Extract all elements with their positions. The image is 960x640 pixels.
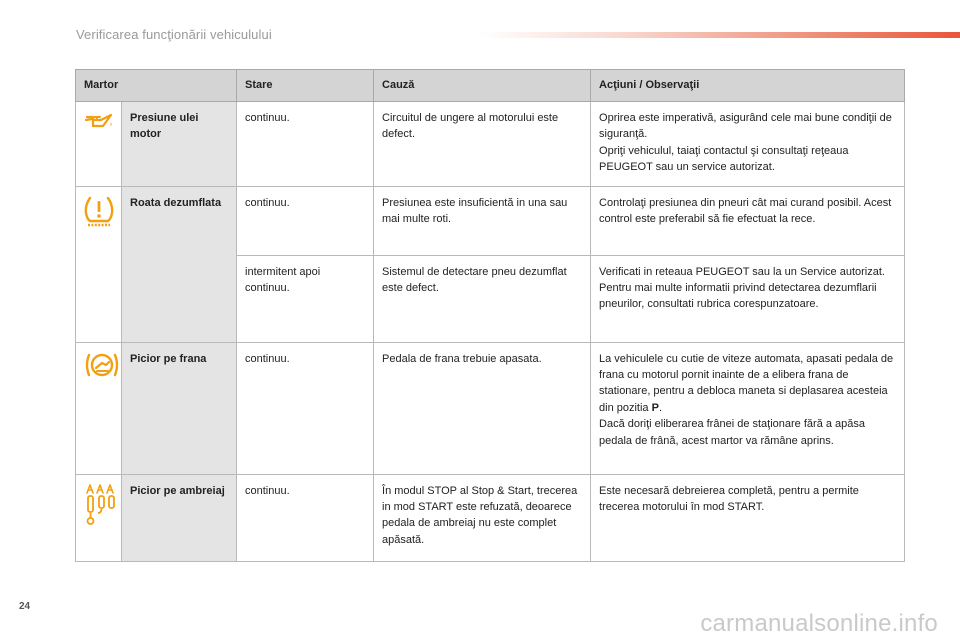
state-cell: continuu.: [237, 342, 374, 474]
foot-on-brake-icon: [84, 370, 120, 382]
icon-cell: [76, 474, 122, 561]
action-line: Verificati in reteaua PEUGEOT sau la un Service autorizat.: [599, 265, 885, 278]
oil-pressure-icon: [84, 123, 114, 135]
warning-name: Picior pe ambreiaj: [122, 474, 237, 561]
action-line: Pentru mai multe informatii privind detectarea dezumflarii pneurilor, consultati rubrica corespunzatoare.: [599, 282, 877, 311]
action-line: Oprirea este imperativă, asigurând cele mai bune condiţii de siguranţă.: [599, 112, 892, 141]
column-header-actiuni: Acţiuni / Observaţii: [591, 70, 905, 102]
warning-lights-table: [75, 69, 905, 562]
action-text: La vehiculele cu cutie de viteze automata, apasati pedala de frana cu motorul pornit inainte de a elibera frana de stationare, pentru a debloca maneta si deplasarea acesteia din pozitia: [599, 352, 894, 414]
column-header-martor: Martor: [76, 70, 237, 102]
action-text-end: .: [658, 401, 663, 414]
cause-cell: Sistemul de detectare pneu dezumflat este defect.: [374, 255, 591, 342]
state-cell: continuu.: [237, 474, 374, 561]
gear-position-p: P: [651, 401, 659, 414]
action-line: Opriţi vehiculul, taiaţi contactul şi consultaţi reţeaua PEUGEOT sau un service autorizat.: [599, 144, 849, 174]
page-header-title: Verificarea funcţionării vehiculului: [76, 27, 272, 42]
table-row: [76, 186, 905, 255]
warning-name: Presiune ulei motor: [122, 102, 237, 187]
table-row: [76, 342, 905, 474]
icon-cell: [76, 102, 122, 187]
watermark: carmanualsonline.info: [700, 610, 938, 637]
action-cell: [591, 342, 905, 474]
action-cell: [591, 474, 905, 561]
column-header-cauza: Cauză: [374, 70, 591, 102]
action-line: Dacă doriţi eliberarea frânei de staţionare fără a apăsa pedala de frână, acest martor va rămâne aprins.: [599, 418, 866, 447]
state-cell: continuu.: [237, 102, 374, 187]
cause-cell: În modul STOP al Stop & Start, trecerea in mod START este refuzată, deoarece pedala de ambreiaj nu este complet apăsată.: [374, 474, 591, 561]
table-row: [76, 102, 905, 187]
action-cell: [591, 255, 905, 342]
warning-name: Picior pe frana: [122, 342, 237, 474]
foot-on-clutch-icon: [84, 516, 120, 528]
header-accent-bar: [480, 32, 960, 38]
action-cell: [591, 102, 905, 187]
action-line: Este necesară debreierea completă, pentru a permite trecerea motorului în mod START.: [599, 484, 859, 514]
cause-cell: Pedala de frana trebuie apasata.: [374, 342, 591, 474]
cause-cell: Circuitul de ungere al motorului este defect.: [374, 102, 591, 187]
page-number: 24: [19, 601, 31, 612]
cause-cell: Presiunea este insuficientă in una sau mai multe roti.: [374, 186, 591, 255]
action-cell: [591, 186, 905, 255]
state-cell: continuu.: [237, 186, 374, 255]
column-header-stare: Stare: [237, 70, 374, 102]
icon-cell: [76, 186, 122, 342]
tyre-pressure-icon: [84, 220, 114, 232]
table-row: [76, 474, 905, 561]
action-line: [599, 351, 896, 417]
state-cell: intermitent apoi continuu.: [237, 255, 374, 342]
action-line: Controlaţi presiunea din pneuri cât mai curand posibil. Acest control este preferabil să fie efectuat la rece.: [599, 196, 892, 226]
icon-cell: [76, 342, 122, 474]
table-header-row: [76, 70, 905, 102]
warning-name: Roata dezumflata: [122, 186, 237, 342]
